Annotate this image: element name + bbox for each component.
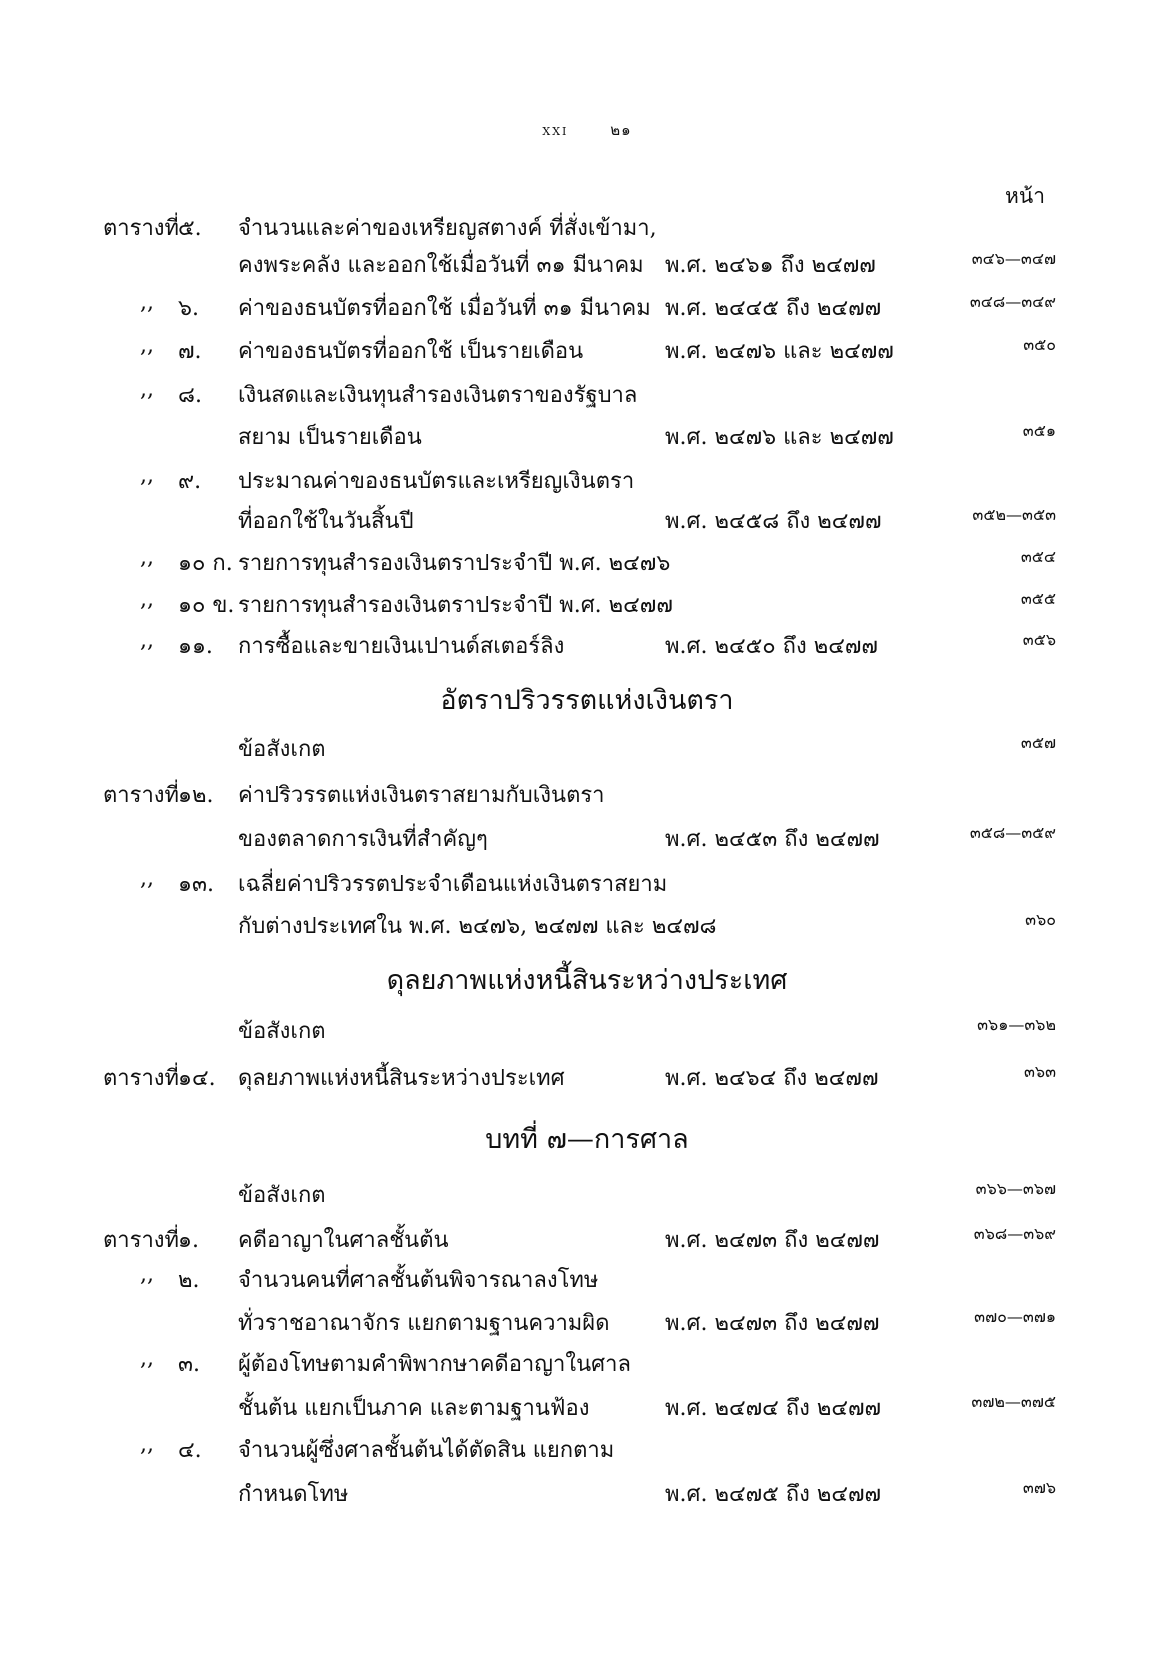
entry-page: ๓๕๘—๓๕๙ (969, 823, 1056, 842)
section-heading-exchange: อัตราปริวรรตแห่งเงินตรา (440, 685, 734, 716)
toc-entry (0, 1346, 1174, 1386)
toc-entry (0, 377, 1174, 417)
entry-page: ๓๖๓ (1023, 1062, 1056, 1081)
page-column-header: หน้า (1005, 184, 1045, 208)
ditto-mark: ,, (140, 290, 154, 315)
table-number: ๘. (178, 383, 202, 408)
toc-entry (0, 503, 1174, 543)
entry-title: รายการทุนสำรองเงินตราประจำปี พ.ศ. ๒๔๗๗ (238, 593, 673, 618)
entry-page: ๓๕๑ (1022, 421, 1056, 440)
entry-title: ชั้นต้น แยกเป็นภาค และตามฐานฟ้อง (238, 1396, 590, 1421)
table-number: ๑๔. (178, 1066, 216, 1091)
entry-title: ทั่วราชอาณาจักร แยกตามฐานความผิด (238, 1311, 610, 1336)
entry-page: ๓๕๗ (1020, 733, 1056, 752)
entry-page: ๓๖๖—๓๖๗ (975, 1179, 1056, 1198)
entry-page: ๓๕๖ (1022, 630, 1056, 649)
entry-years: พ.ศ. ๒๔๗๓ ถึง ๒๔๗๗ (665, 1311, 880, 1336)
entry-title: เงินสดและเงินทุนสำรองเงินตราของรัฐบาล (238, 383, 638, 408)
table-number: ๔. (178, 1438, 202, 1463)
page-number-thai: ๒๑ (610, 121, 632, 139)
entry-title: กับต่างประเทศใน พ.ศ. ๒๔๗๖, ๒๔๗๗ และ ๒๔๗๘ (238, 914, 717, 939)
entry-title: คงพระคลัง และออกใช้เมื่อวันที่ ๓๑ มีนาคม (238, 253, 644, 278)
table-number: ๗. (178, 339, 202, 364)
ditto-mark: ,, (140, 545, 154, 570)
table-number: ๑๓. (178, 872, 214, 897)
toc-entry (0, 419, 1174, 459)
ditto-mark: ,, (140, 628, 154, 653)
entry-page: ๓๔๘—๓๔๙ (969, 292, 1056, 311)
entry-title: เฉลี่ยค่าปริวรรตประจำเดือนแห่งเงินตราสยาม (238, 872, 668, 897)
page-number (0, 118, 1174, 142)
table-label: ตารางที่ (103, 216, 180, 241)
entry-title: จำนวนคนที่ศาลชั้นต้นพิจารณาลงโทษ (238, 1268, 599, 1293)
entry-title: ประมาณค่าของธนบัตรและเหรียญเงินตรา (238, 469, 635, 494)
toc-entry (0, 1177, 1174, 1217)
ditto-mark: ,, (140, 866, 154, 891)
entry-page: ๓๕๔ (1020, 547, 1056, 566)
ditto-mark: ,, (140, 377, 154, 402)
toc-entry (0, 587, 1174, 627)
entry-page: ๓๔๖—๓๔๗ (971, 249, 1056, 268)
table-number: ๕. (178, 216, 202, 241)
entry-page: ๓๖๘—๓๖๙ (973, 1224, 1056, 1243)
toc-entry (0, 210, 1174, 250)
toc-entry (0, 821, 1174, 861)
toc-entry (0, 247, 1174, 287)
entry-title: สยาม เป็นรายเดือน (238, 425, 422, 450)
toc-entry (0, 463, 1174, 503)
toc-entry (0, 866, 1174, 906)
entry-title: จำนวนและค่าของเหรียญสตางค์ ที่สั่งเข้ามา, (238, 216, 657, 241)
toc-entry (0, 1390, 1174, 1430)
toc-entry (0, 290, 1174, 330)
entry-title: ผู้ต้องโทษตามคำพิพากษาคดีอาญาในศาล (238, 1352, 631, 1377)
toc-entry (0, 628, 1174, 668)
table-number: ๑๒. (178, 783, 214, 808)
entry-title: ของตลาดการเงินที่สำคัญๆ (238, 827, 488, 852)
entry-page: ๓๗๖ (1022, 1478, 1056, 1497)
table-label: ตารางที่ (103, 1066, 180, 1091)
entry-title: ค่าของธนบัตรที่ออกใช้ เป็นรายเดือน (238, 339, 584, 364)
entry-title: ค่าของธนบัตรที่ออกใช้ เมื่อวันที่ ๓๑ มีนาคม (238, 296, 651, 321)
entry-page: ๓๖๑—๓๖๒ (977, 1015, 1056, 1034)
entry-title: ที่ออกใช้ในวันสิ้นปี (238, 509, 414, 534)
toc-entry (0, 1262, 1174, 1302)
page-number-roman: XXI (542, 125, 569, 138)
toc-entry (0, 1305, 1174, 1345)
table-label: ตารางที่ (103, 783, 180, 808)
entry-years: พ.ศ. ๒๔๔๕ ถึง ๒๔๗๗ (665, 296, 882, 321)
table-number: ๑๐ ข. (178, 593, 235, 618)
entry-title: ข้อสังเกต (238, 1183, 326, 1208)
ditto-mark: ,, (140, 1346, 154, 1371)
toc-entry (0, 1060, 1174, 1100)
entry-years: พ.ศ. ๒๔๗๔ ถึง ๒๔๗๗ (665, 1396, 882, 1421)
toc-entry (0, 1476, 1174, 1516)
entry-title: การซื้อและขายเงินเปานด์สเตอร์ลิง (238, 634, 565, 659)
entry-years: พ.ศ. ๒๔๕๘ ถึง ๒๔๗๗ (665, 509, 882, 534)
entry-title: ข้อสังเกต (238, 737, 326, 762)
toc-entry (0, 1222, 1174, 1262)
ditto-mark: ,, (140, 463, 154, 488)
entry-page: ๓๖๐ (1025, 910, 1056, 929)
entry-title: ข้อสังเกต (238, 1019, 326, 1044)
entry-page: ๓๗๒—๓๗๕ (971, 1392, 1056, 1411)
entry-page: ๓๗๐—๓๗๑ (974, 1307, 1056, 1326)
entry-page: ๓๕๒—๓๕๓ (972, 505, 1056, 524)
ditto-mark: ,, (140, 333, 154, 358)
table-number: ๙. (178, 469, 202, 494)
entry-years: พ.ศ. ๒๔๕๐ ถึง ๒๔๗๗ (665, 634, 878, 659)
entry-title: กำหนดโทษ (238, 1482, 349, 1507)
table-number: ๓. (178, 1352, 201, 1377)
table-number: ๖. (178, 296, 199, 321)
entry-page: ๓๕๐ (1023, 335, 1056, 354)
toc-entry (0, 1013, 1174, 1053)
toc-entry (0, 333, 1174, 373)
table-number: ๑. (178, 1228, 199, 1253)
toc-entry (0, 731, 1174, 771)
entry-years: พ.ศ. ๒๔๖๑ ถึง ๒๔๗๗ (665, 253, 876, 278)
entry-years: พ.ศ. ๒๔๖๔ ถึง ๒๔๗๗ (665, 1066, 879, 1091)
entry-title: คดีอาญาในศาลชั้นต้น (238, 1228, 449, 1253)
table-label: ตารางที่ (103, 1228, 180, 1253)
ditto-mark: ,, (140, 587, 154, 612)
toc-entry (0, 777, 1174, 817)
entry-years: พ.ศ. ๒๔๕๓ ถึง ๒๔๗๗ (665, 827, 880, 852)
toc-entry (0, 908, 1174, 948)
entry-years: พ.ศ. ๒๔๗๖ และ ๒๔๗๗ (665, 425, 894, 450)
ditto-mark: ,, (140, 1262, 154, 1287)
section-heading-courts: บทที่ ๗—การศาล (485, 1124, 689, 1155)
entry-title: รายการทุนสำรองเงินตราประจำปี พ.ศ. ๒๔๗๖ (238, 551, 671, 576)
table-number: ๑๑. (178, 634, 213, 659)
ditto-mark: ,, (140, 1432, 154, 1457)
table-number: ๒. (178, 1268, 200, 1293)
entry-years: พ.ศ. ๒๔๗๕ ถึง ๒๔๗๗ (665, 1482, 882, 1507)
table-number: ๑๐ ก. (178, 551, 233, 576)
entry-page: ๓๕๕ (1020, 589, 1056, 608)
entry-years: พ.ศ. ๒๔๗๖ และ ๒๔๗๗ (665, 339, 894, 364)
toc-entry (0, 1432, 1174, 1472)
entry-title: จำนวนผู้ซึ่งศาลชั้นต้นได้ตัดสิน แยกตาม (238, 1438, 615, 1463)
entry-title: ค่าปริวรรตแห่งเงินตราสยามกับเงินตรา (238, 783, 605, 808)
entry-title: ดุลยภาพแห่งหนี้สินระหว่างประเทศ (238, 1066, 565, 1091)
entry-years: พ.ศ. ๒๔๗๓ ถึง ๒๔๗๗ (665, 1228, 880, 1253)
section-heading-balance: ดุลยภาพแห่งหนี้สินระหว่างประเทศ (386, 965, 788, 996)
toc-entry (0, 545, 1174, 585)
